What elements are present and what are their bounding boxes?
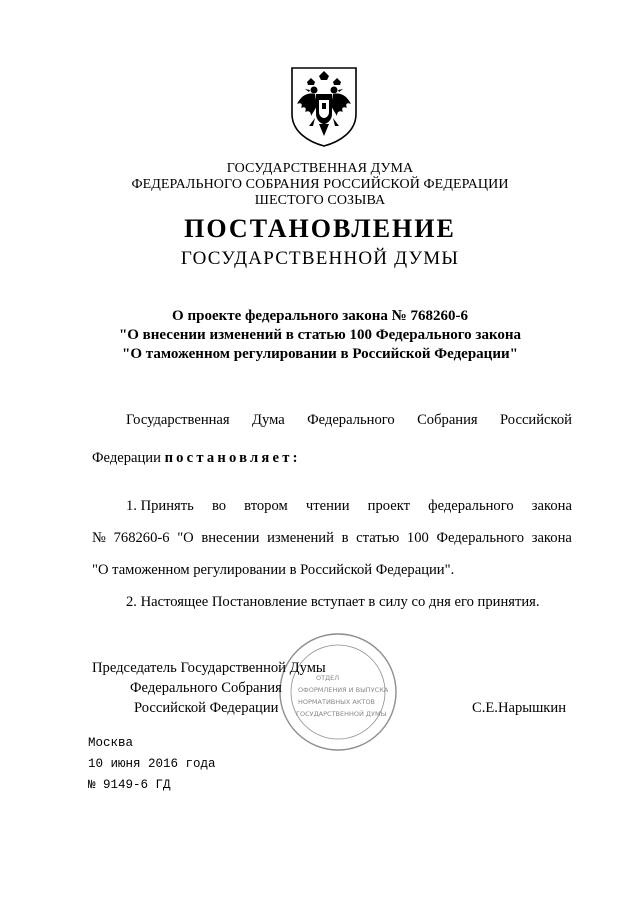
item1-word: федерального — [428, 498, 514, 514]
footer-number: № 9149-6 ГД — [88, 778, 171, 792]
intro-line-1 — [126, 412, 572, 429]
item1-word: закона — [531, 530, 572, 546]
header-line-convocation: ШЕСТОГО СОЗЫВА — [254, 193, 386, 208]
coat-of-arms-icon — [289, 66, 359, 148]
stamp-line-4: ГОСУДАРСТВЕННОЙ ДУМЫ — [296, 710, 387, 718]
intro-federation: Федерации — [92, 450, 161, 466]
item1-word: чтении — [305, 498, 350, 514]
intro-word: Российской — [500, 412, 572, 428]
signature-title-line-2: Федерального Собрания — [130, 680, 282, 696]
footer-date: 10 июня 2016 года — [88, 757, 216, 771]
item1-word: 1. Принять — [126, 498, 194, 514]
intro-word: Федерального — [307, 412, 395, 428]
header-line-duma: ГОСУДАРСТВЕННАЯ ДУМА — [226, 161, 414, 176]
item1-line-2 — [92, 530, 572, 547]
item2-text: 2. Настоящее Постановление вступает в силу со дня его принятия. — [126, 594, 540, 610]
document-title: ПОСТАНОВЛЕНИЕ — [184, 214, 456, 243]
header-line-assembly: ФЕДЕРАЛЬНОГО СОБРАНИЯ РОССИЙСКОЙ ФЕДЕРАЦИИ — [131, 177, 509, 192]
item1-word: Федерального — [436, 530, 525, 546]
item1-word: "О — [177, 530, 194, 546]
item1-word: изменений — [267, 530, 334, 546]
item1-word: 768260-6 — [113, 530, 170, 546]
stamp-line-2: ОФОРМЛЕНИЯ И ВЫПУСКА — [298, 686, 389, 694]
item1-line-1 — [126, 498, 572, 515]
item1-word: втором — [244, 498, 288, 514]
signature-title-line-1: Председатель Государственной Думы — [92, 660, 326, 676]
item1-word: проект — [367, 498, 410, 514]
document-subtitle: ГОСУДАРСТВЕННОЙ ДУМЫ — [180, 248, 460, 269]
item1-word: № — [92, 530, 106, 546]
item1-line-3: "О таможенном регулировании в Российской Федерации". — [92, 562, 455, 578]
item1-word: 100 — [406, 530, 429, 546]
intro-word: Дума — [252, 412, 285, 428]
subject-line-1: О проекте федерального закона № 768260-6 — [172, 308, 468, 324]
item1-word: закона — [531, 498, 572, 514]
intro-word: Государственная — [126, 412, 230, 428]
item1-word: во — [211, 498, 227, 514]
intro-word: Собрания — [417, 412, 478, 428]
item1-word: статью — [356, 530, 400, 546]
resolves-word: постановляет: — [164, 450, 301, 466]
footer-city: Москва — [88, 736, 134, 750]
subject-line-2: "О внесении изменений в статью 100 Федерального закона — [118, 327, 522, 343]
stamp-line-1: ОТДЕЛ — [316, 674, 340, 682]
item1-word: внесении — [201, 530, 260, 546]
official-stamp — [276, 630, 400, 754]
signature-title-line-3: Российской Федерации — [134, 700, 279, 716]
intro-line-2 — [92, 450, 301, 467]
item1-word: в — [341, 530, 349, 546]
signature-name: С.Е.Нарышкин — [472, 700, 567, 716]
subject-line-3: "О таможенном регулировании в Российской Федерации" — [122, 346, 518, 362]
stamp-line-3: НОРМАТИВНЫХ АКТОВ — [298, 698, 376, 706]
